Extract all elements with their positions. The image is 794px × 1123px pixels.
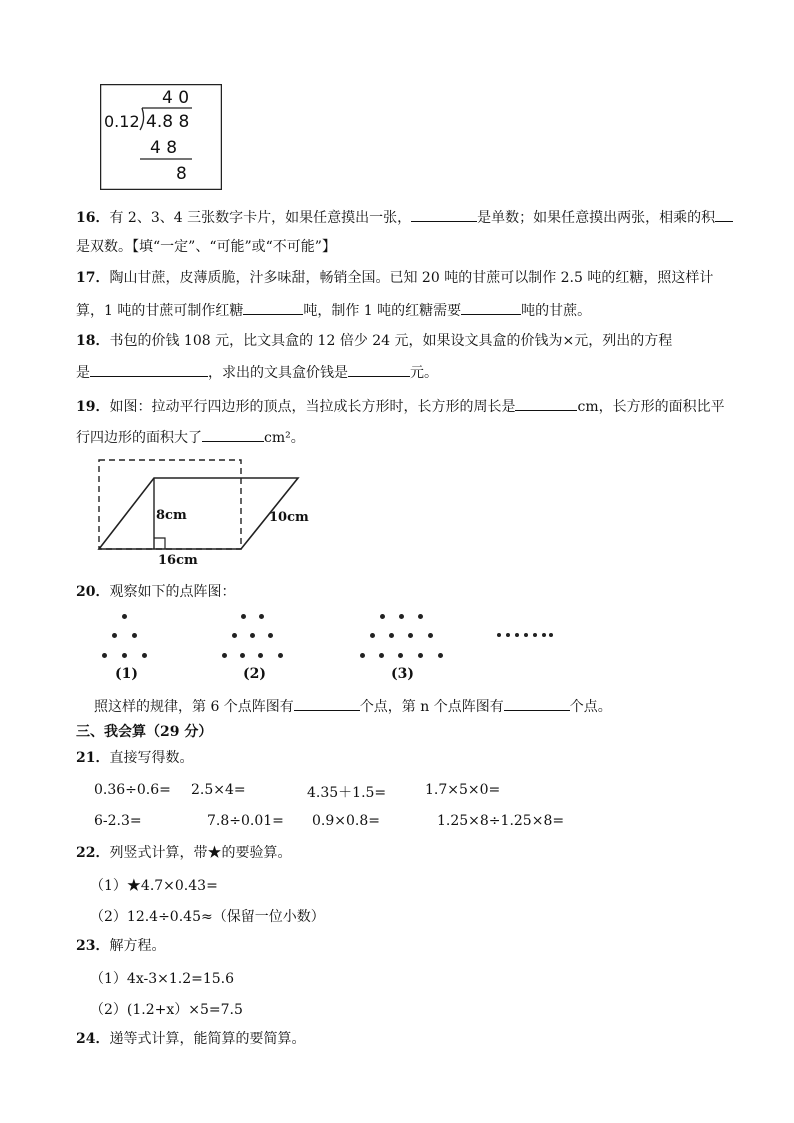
ellipsis-dot: [506, 633, 510, 637]
dot-pattern-label-1: (1): [115, 666, 138, 682]
calc-item: 0.36÷0.6=: [94, 782, 171, 798]
calc-item: 0.9×0.8=: [312, 813, 380, 829]
dot: [380, 614, 385, 619]
question-22-number: 22．: [76, 845, 110, 861]
dot: [398, 653, 403, 658]
calc-item: 4.35＋1.5=: [307, 785, 387, 801]
division-dividend: 4.8 8: [146, 112, 190, 132]
question-19-blank-1[interactable]: [515, 396, 577, 411]
figure-side-label: 10cm: [269, 510, 309, 525]
question-24-title: 递等式计算，能简算的要简算。: [109, 1031, 306, 1047]
question-18-line-1: [76, 332, 672, 350]
question-16-number: 16．: [76, 210, 110, 226]
calc-item: 1.25×8÷1.25×8=: [437, 813, 565, 829]
question-16-line-1: [76, 207, 733, 227]
division-quotient: 4 0: [162, 88, 190, 108]
question-16-blank-1[interactable]: [411, 207, 477, 222]
dot: [241, 614, 246, 619]
dot: [418, 614, 423, 619]
question-16-line-2: [76, 238, 336, 256]
dot: [250, 633, 255, 638]
question-18-text-2a: 是: [76, 365, 90, 381]
question-23-item-2: （2）(1.2+x）×5=7.5: [90, 1002, 243, 1018]
question-17-line-2: [76, 300, 591, 320]
question-19-line-2: [76, 427, 305, 447]
question-17-text-1: 陶山甘蔗，皮薄质脆，汁多味甜，畅销全国。已知 20 吨的甘蔗可以制作 2.5 吨的红糖，照这样计: [109, 270, 714, 286]
question-17-text-2a: 算，1 吨的甘蔗可制作红糖: [76, 303, 244, 319]
division-partial: 4 8: [150, 138, 178, 158]
question-16-text-3: 是双数。【填“一定”、“可能”或“不可能”】: [76, 239, 336, 255]
question-16-text-2: 是单数；如果任意摸出两张，相乘的积: [477, 210, 716, 226]
question-20-answer-b: 个点，第 n 个点阵图有: [359, 699, 504, 715]
question-18-text-2b: ，求出的文具盒价钱是: [208, 365, 348, 381]
question-22-line: [76, 844, 291, 862]
question-19-line-1: [76, 396, 725, 416]
question-17-number: 17．: [76, 270, 110, 286]
dot: [142, 653, 147, 658]
question-20-answer-a: 照这样的规律，第 6 个点阵图有: [94, 699, 294, 715]
figure-base-label: 16cm: [158, 553, 198, 568]
dot: [389, 633, 394, 638]
question-21-line: [76, 749, 193, 767]
division-figure-frame: [100, 84, 222, 190]
question-19-text-1b: cm，长方形的面积比平: [577, 399, 725, 415]
question-18-blank-1[interactable]: [90, 362, 208, 377]
ellipsis-dot: [533, 633, 537, 637]
question-19-text-1a: 如图：拉动平行四边形的顶点，当拉成长方形时，长方形的周长是: [109, 399, 516, 415]
question-20-title: 观察如下的点阵图：: [109, 584, 236, 600]
question-20-answer-line: [94, 696, 612, 716]
dot: [268, 633, 273, 638]
question-19-text-2b: cm²。: [264, 430, 305, 446]
parallelogram-figure: [96, 458, 309, 574]
question-21-title: 直接写得数。: [109, 750, 194, 766]
dot: [102, 653, 107, 658]
question-17-line-1: [76, 269, 713, 287]
question-17-blank-2[interactable]: [461, 300, 521, 315]
question-23-number: 23．: [76, 938, 110, 954]
question-17-text-2c: 吨的甘蔗。: [521, 303, 592, 319]
question-22-item-1: （1）★4.7×0.43=: [90, 878, 218, 894]
question-20-line-1: [76, 583, 235, 601]
question-24-line: [76, 1030, 305, 1048]
dot: [258, 653, 263, 658]
question-18-number: 18．: [76, 333, 110, 349]
dot: [408, 633, 413, 638]
dot: [112, 633, 117, 638]
question-20-number: 20．: [76, 584, 110, 600]
dot: [399, 614, 404, 619]
dot: [240, 653, 245, 658]
dot: [132, 633, 137, 638]
question-16-blank-2[interactable]: [715, 207, 733, 222]
question-17-text-2b: 吨，制作 1 吨的红糖需要: [303, 303, 462, 319]
dot-pattern-label-2: (2): [243, 666, 266, 682]
question-19-number: 19．: [76, 399, 110, 415]
question-19-text-2a: 行四边形的面积大了: [76, 430, 202, 446]
dot: [418, 653, 423, 658]
question-17-blank-1[interactable]: [243, 300, 303, 315]
division-divisor: 0.12: [104, 112, 140, 131]
ellipsis-dot: [515, 633, 519, 637]
dot: [370, 633, 375, 638]
question-20-blank-1[interactable]: [294, 696, 360, 711]
dot: [122, 614, 127, 619]
question-20-blank-2[interactable]: [504, 696, 570, 711]
calc-item: 7.8÷0.01=: [207, 813, 284, 829]
dot: [360, 653, 365, 658]
figure-height-label: 8cm: [156, 508, 187, 523]
question-16-text-1: 有 2、3、4 三张数字卡片，如果任意摸出一张，: [109, 210, 412, 226]
question-18-blank-2[interactable]: [348, 362, 410, 377]
section-3-heading: 三、我会算（29 分）: [76, 724, 213, 740]
question-24-number: 24．: [76, 1031, 110, 1047]
question-21-number: 21．: [76, 750, 110, 766]
dot: [379, 653, 384, 658]
division-remainder: 8: [176, 164, 187, 184]
ellipsis-dot: [542, 633, 546, 637]
ellipsis-dot: [549, 633, 553, 637]
question-22-title: 列竖式计算，带★的要验算。: [109, 845, 292, 861]
question-22-item-2: （2）12.4÷0.45≈（保留一位小数）: [90, 909, 325, 925]
calc-item: 1.7×5×0=: [425, 782, 501, 798]
calc-item: 6-2.3=: [94, 813, 142, 829]
calc-item: 2.5×4=: [191, 782, 246, 798]
ellipsis-dot: [524, 633, 528, 637]
dot: [222, 653, 227, 658]
dot: [278, 653, 283, 658]
question-18-text-2c: 元。: [410, 365, 438, 381]
dot-pattern-label-3: (3): [391, 666, 414, 682]
question-23-item-1: （1）4x-3×1.2=15.6: [90, 971, 234, 987]
question-18-text-1: 书包的价钱 108 元，比文具盒的 12 倍少 24 元，如果设文具盒的价钱为×元，列出的方程: [109, 333, 673, 349]
question-18-line-2: [76, 362, 438, 382]
question-20-answer-c: 个点。: [569, 699, 612, 715]
question-23-title: 解方程。: [109, 938, 166, 954]
question-19-blank-2[interactable]: [202, 427, 264, 442]
ellipsis-dot: [497, 633, 501, 637]
dot: [122, 653, 127, 658]
dot: [232, 633, 237, 638]
dot: [259, 614, 264, 619]
question-23-line: [76, 937, 165, 955]
dot: [438, 653, 443, 658]
division-figure: [100, 84, 222, 190]
dot: [428, 633, 433, 638]
